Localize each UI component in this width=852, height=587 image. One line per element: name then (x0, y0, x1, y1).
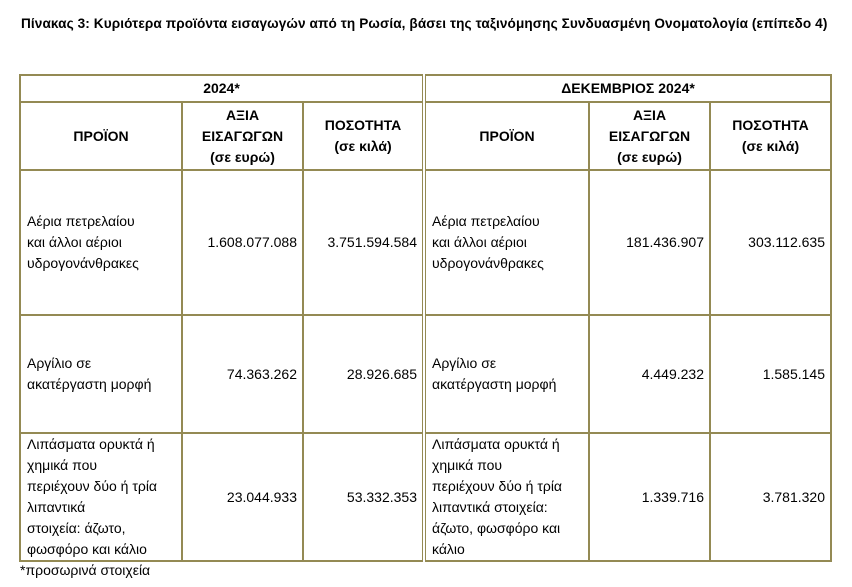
value-cell-2024: 1.608.077.088 (182, 170, 303, 315)
value-cell-2024: 74.363.262 (182, 315, 303, 433)
value-cell-december: 181.436.907 (589, 170, 710, 315)
quantity-cell-2024: 28.926.685 (303, 315, 424, 433)
product-header-left: ΠΡΟΪΟΝ (20, 102, 182, 170)
product-cell-december: Λιπάσματα ορυκτά ή χημικά που περιέχουν δύο ή τρία λιπαντικά στοιχεία: άζωτο, φωσφόρο και κάλιο (424, 433, 589, 561)
product-cell-december: Αέρια πετρελαίου και άλλοι αέριοι υδρογονάνθρακες (424, 170, 589, 315)
quantity-header-left: ΠΟΣΟΤΗΤΑ (σε κιλά) (303, 102, 424, 170)
imports-table (19, 74, 832, 562)
quantity-cell-2024: 53.332.353 (303, 433, 424, 561)
product-cell-december: Αργίλιο σε ακατέργαστη μορφή (424, 315, 589, 433)
value-cell-december: 4.449.232 (589, 315, 710, 433)
quantity-cell-2024: 3.751.594.584 (303, 170, 424, 315)
product-cell-2024: Λιπάσματα ορυκτά ή χημικά που περιέχουν δύο ή τρία λιπαντικά στοιχεία: άζωτο, φωσφόρο και κάλιο (20, 433, 182, 561)
quantity-cell-december: 303.112.635 (710, 170, 831, 315)
value-header-left: ΑΞΙΑ ΕΙΣΑΓΩΓΩΝ (σε ευρώ) (182, 102, 303, 170)
table-row (20, 315, 831, 433)
period-2024: 2024* (20, 75, 424, 102)
value-header-right: ΑΞΙΑ ΕΙΣΑΓΩΓΩΝ (σε ευρώ) (589, 102, 710, 170)
quantity-header-right: ΠΟΣΟΤΗΤΑ (σε κιλά) (710, 102, 831, 170)
period-december-2024: ΔΕΚΕΜΒΡΙΟΣ 2024* (424, 75, 831, 102)
value-cell-december: 1.339.716 (589, 433, 710, 561)
quantity-cell-december: 3.781.320 (710, 433, 831, 561)
table-row (20, 170, 831, 315)
product-cell-2024: Αέρια πετρελαίου και άλλοι αέριοι υδρογονάνθρακες (20, 170, 182, 315)
product-header-right: ΠΡΟΪΟΝ (424, 102, 589, 170)
table-caption: Πίνακας 3: Κυριότερα προϊόντα εισαγωγών από τη Ρωσία, βάσει της ταξινόμησης Συνδυασμένη Ονοματολογία (επίπεδο 4) (21, 16, 828, 31)
table-row (20, 433, 831, 561)
column-header-row (20, 102, 831, 170)
footnote: *προσωρινά στοιχεία (20, 562, 151, 578)
value-cell-2024: 23.044.933 (182, 433, 303, 561)
quantity-cell-december: 1.585.145 (710, 315, 831, 433)
period-header-row (20, 75, 831, 102)
product-cell-2024: Αργίλιο σε ακατέργαστη μορφή (20, 315, 182, 433)
